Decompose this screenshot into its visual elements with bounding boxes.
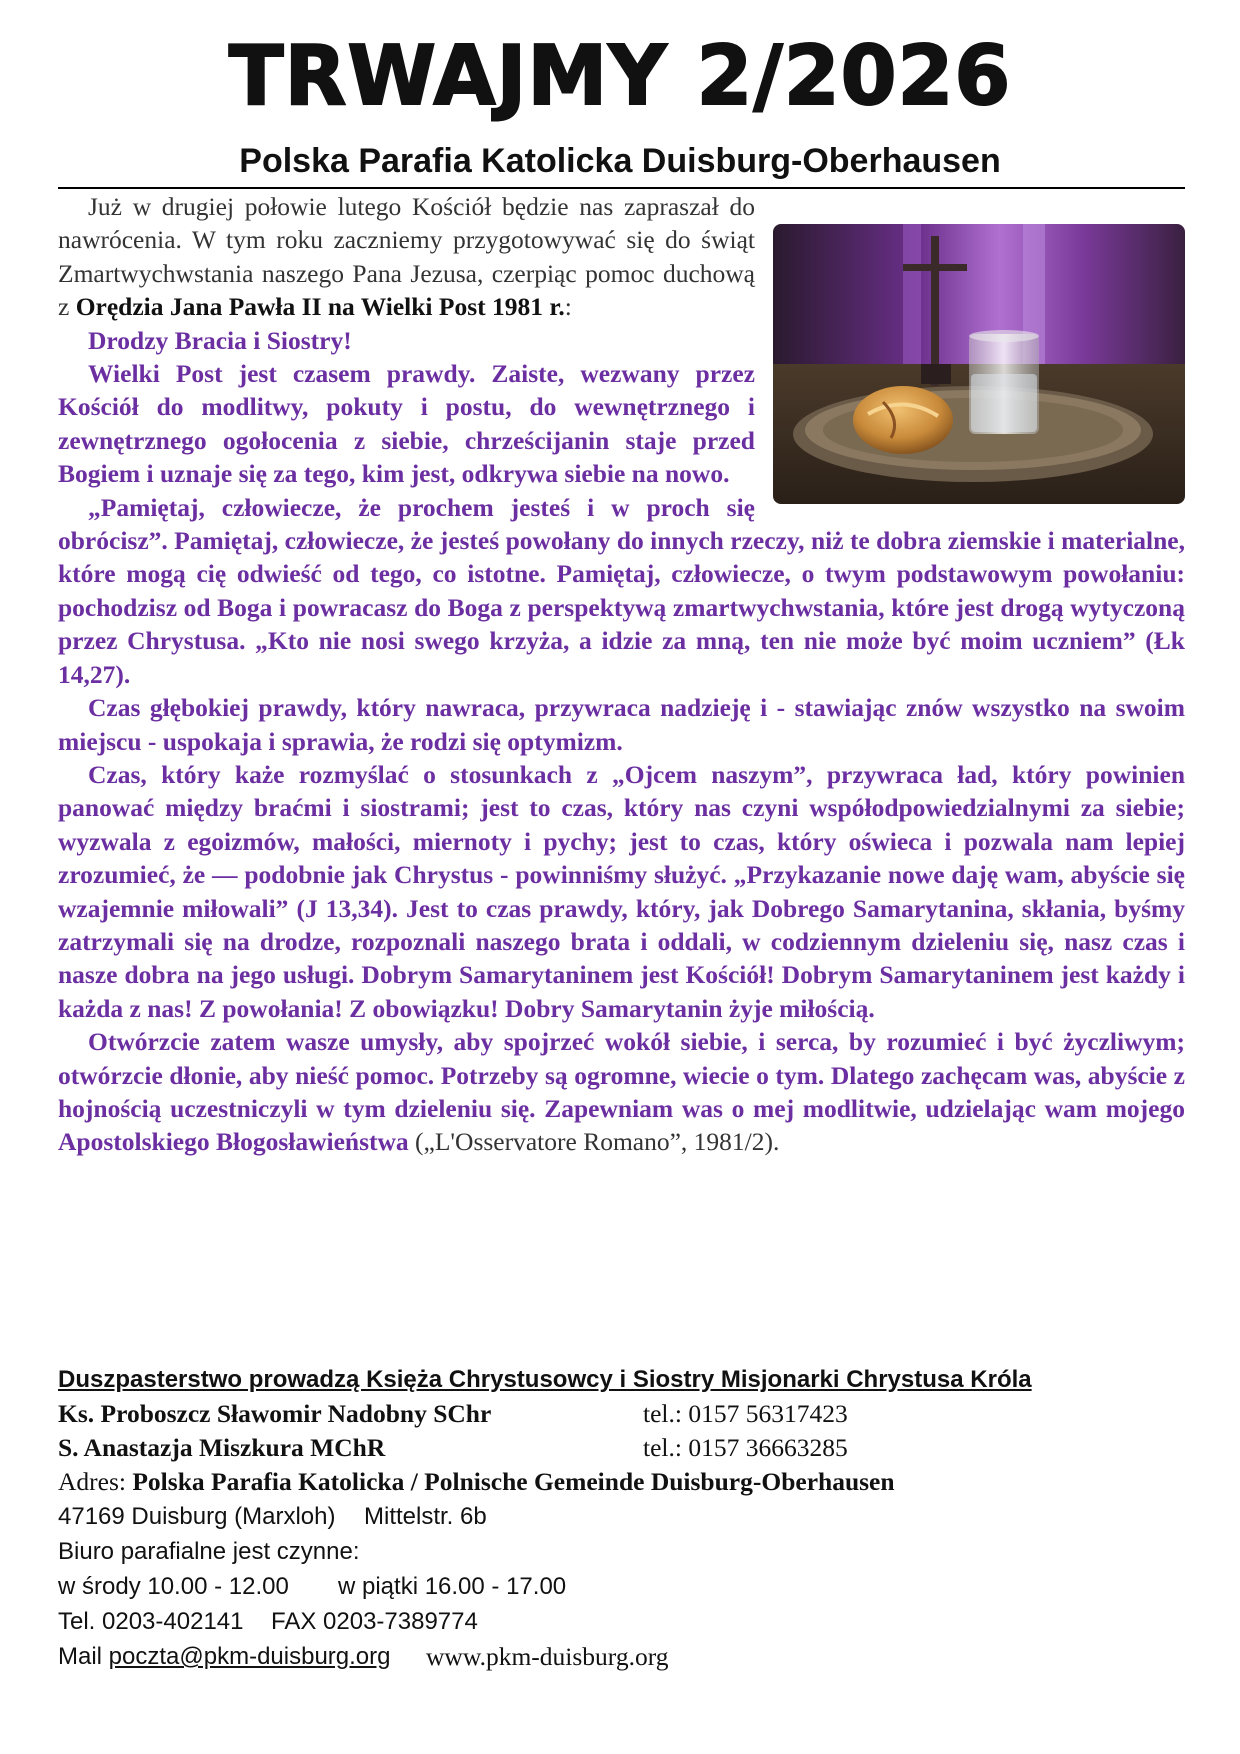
sister-row bbox=[58, 1431, 1185, 1465]
parish-name: Polska Parafia Katolicka Duisburg-Oberhausen bbox=[239, 142, 1001, 180]
masthead bbox=[0, 29, 1240, 181]
sister-name: S. Anastazja Miszkura MChR bbox=[58, 1433, 386, 1462]
city: 47169 Duisburg (Marxloh) bbox=[58, 1503, 336, 1530]
contact-footer bbox=[58, 1363, 1185, 1674]
sister-phone: tel.: 0157 36663285 bbox=[643, 1433, 848, 1462]
telephone: Tel. 0203-402141 bbox=[58, 1608, 244, 1635]
hours-wednesday: w środy 10.00 - 12.00 bbox=[58, 1573, 289, 1600]
address-label: Adres: bbox=[58, 1467, 133, 1496]
intro-paragraph: Już w drugiej połowie lutego Kościół będzie nas zapraszał do nawrócenia. W tym roku zaczniemy przygotowywać się do świąt Zmartwychwstania naszego Pana Jezusa, czerpiąc pomoc duchową z Orędzia Jana Pawła II na Wielki Post 1981 r.: bbox=[58, 192, 755, 322]
pastor-row bbox=[58, 1397, 1185, 1431]
paragraph-2: „Pamiętaj, człowiecze, że prochem jesteś i w proch się obrócisz”. Pamiętaj, człowiecze, że jesteś powołany do innych rzeczy, niż te dobra ziemskie i materialne, które mogą cię odwieść od tego, co istotne. Pamiętaj, człowiecze, o twym podstawowym powołaniu: pochodzisz od Boga i powracasz do Boga z perspektywą zmartwychwstania, które jest drogą wytyczoną przez Chrystusa. „Kto nie nosi swego krzyża, a idzie za mną, ten nie może być moim uczniem” (Łk 14,27). bbox=[58, 492, 1185, 689]
paragraph-5: Otwórzcie zatem wasze umysły, aby spojrzeć wokół siebie, i serca, by rozumieć i być życzliwym; otwórzcie dłonie, aby nieść pomoc. Potrzeby są ogromne, wiecie o tym. Dlatego zachęcam was, abyście z hojnością uczestniczyli w tym dzieleniu się. Zapewniam was o mej modlitwie, udzielając wam mojego Apostolskiego Błogosławieństwa („L'Osservatore Romano”, 1981/2). bbox=[58, 1027, 1185, 1157]
pastor-name: Ks. Proboszcz Sławomir Nadobny SChr bbox=[58, 1399, 492, 1428]
mail-label: Mail bbox=[58, 1643, 109, 1670]
paragraph-1: Wielki Post jest czasem prawdy. Zaiste, wezwany przez Kościół do modlitwy, pokuty i postu, do wewnętrznego i zewnętrznego ogołocenia z siebie, chrześcijanin staje przed Bogiem i uznaje się za tego, kim jest, odkrywa siebie na nowo. bbox=[58, 359, 755, 489]
street: Mittelstr. 6b bbox=[364, 1503, 487, 1530]
greeting: Drodzy Bracia i Siostry! bbox=[88, 325, 352, 355]
header-divider bbox=[58, 187, 1185, 189]
office-label: Biuro parafialne jest czynne: bbox=[58, 1538, 360, 1565]
article-body bbox=[58, 190, 1185, 1159]
tel-row bbox=[58, 1604, 1185, 1639]
photo-illustration bbox=[773, 224, 1185, 504]
email-link[interactable]: poczta@pkm-duisburg.org bbox=[108, 1643, 391, 1670]
newsletter-title: TRWAJMY 2/2026 bbox=[228, 29, 1012, 124]
mail-row bbox=[58, 1639, 1185, 1674]
address-row bbox=[58, 1465, 1185, 1499]
city-row bbox=[58, 1499, 1185, 1534]
paragraph-4: Czas, który każe rozmyślać o stosunkach z „Ojcem naszym”, przywraca ład, który powinien panować między braćmi i siostrami; jest to czas, który nas czyni współodpowiedzialnymi za siebie; wyzwala z egoizmów, małości, miernoty i pychy; jest to czas, który oświeca i pozwala nam lepiej zrozumieć, że — podobnie jak Chrystus - powinniśmy służyć. „Przykazanie nowe daję wam, abyście się wzajemnie miłowali” (J 13,34). Jest to czas prawdy, który, jak Dobrego Samarytanina, skłania, byśmy zatrzymali się na drodze, rozpoznali naszego brata i oddali, w codziennym dzieleniu się, nasz czas i nasze dobra na jego usługi. Dobrym Samarytaninem jest Kościół! Dobrym Samarytaninem jest każdy i każda z nas! Z powołania! Z obowiązku! Dobry Samarytanin żyje miłością. bbox=[58, 759, 1185, 1023]
address-name: Polska Parafia Katolicka / Polnische Gemeinde Duisburg-Oberhausen bbox=[132, 1467, 895, 1496]
message-title: Orędzia Jana Pawła II na Wielki Post 1981 r. bbox=[75, 292, 565, 322]
paragraph-3: Czas głębokiej prawdy, który nawraca, przywraca nadzieję i - stawiając znów wszystko na swoim miejscu - uspokaja i sprawia, że rodzi się optymizm. bbox=[58, 693, 1185, 756]
fax: FAX 0203-7389774 bbox=[271, 1608, 478, 1635]
bread-water-cross-photo bbox=[773, 224, 1185, 504]
hours-friday: w piątki 16.00 - 17.00 bbox=[338, 1573, 567, 1600]
pastoral-heading: Duszpasterstwo prowadzą Księża Chrystusowcy i Siostry Misjonarki Chrystusa Króla bbox=[58, 1366, 1032, 1393]
source-citation: („L'Osservatore Romano”, 1981/2). bbox=[408, 1127, 780, 1157]
pastor-phone: tel.: 0157 56317423 bbox=[643, 1399, 848, 1428]
hours-row bbox=[58, 1569, 1185, 1604]
website-link[interactable]: www.pkm-duisburg.org bbox=[426, 1642, 669, 1671]
